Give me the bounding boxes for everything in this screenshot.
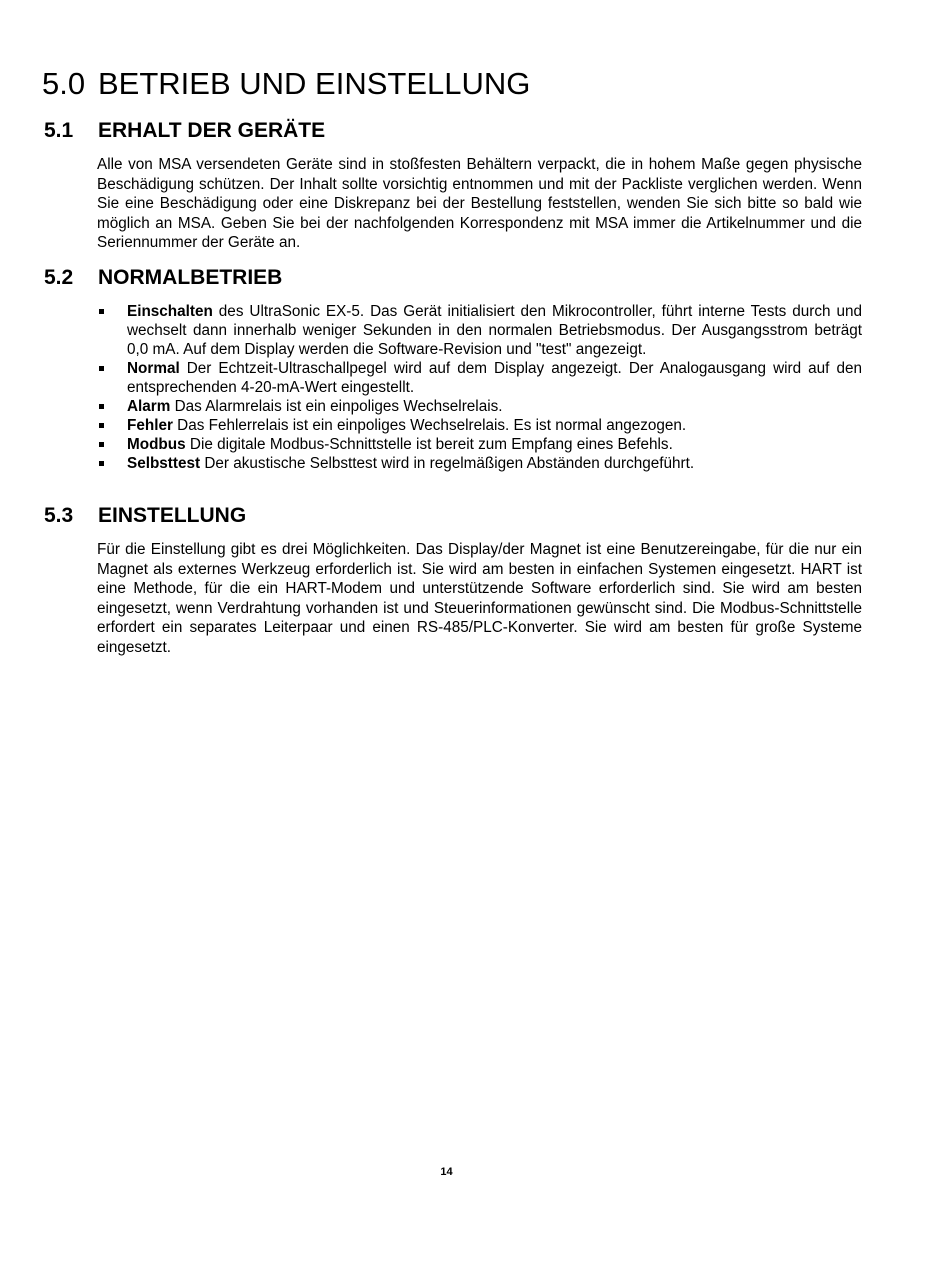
list-item-text: Die digitale Modbus-Schnittstelle ist bereit zum Empfang eines Befehls. (185, 436, 673, 453)
list-item-term: Selbsttest (127, 455, 201, 472)
section-title: NORMALBETRIEB (98, 266, 283, 289)
section-paragraph-5-1: Alle von MSA versendeten Geräte sind in stoßfesten Behältern verpackt, die in hohem Maße gegen physische Beschädigung schützen. Der Inhalt sollte vorsichtig entnommen und mit der Packliste verglichen werden. Wenn Sie eine Beschädigung oder eine Diskrepanz bei der Bestellung feststellen, wenden Sie sich bitte so bald wie möglich an MSA. Geben Sie bei der nachfolgenden Korrespondenz mit MSA immer die Artikelnummer und die Seriennummer der Geräte an. (97, 156, 862, 251)
list-item-term: Einschalten (127, 303, 213, 320)
bullet-square-icon (99, 442, 104, 447)
list-item-term: Normal (127, 360, 180, 377)
section-number: 5.1 (44, 119, 74, 142)
section-heading-5-2 (44, 265, 282, 291)
list-item (97, 397, 862, 416)
chapter-heading (42, 64, 530, 104)
bullet-square-icon (99, 461, 104, 466)
section-heading-5-3 (44, 503, 246, 529)
list-item-text: des UltraSonic EX-5. Das Gerät initialisiert den Mikrocontroller, führt interne Tests durch und wechselt dann innerhalb weniger Sekunden in den normalen Betriebsmodus. Der Ausgangsstrom beträgt 0,0 mA. Auf dem Display werden die Software-Revision und "test" angezeigt. (127, 303, 862, 358)
list-item-term: Fehler (127, 417, 173, 434)
list-item (97, 302, 862, 359)
normal-operation-list (97, 302, 862, 473)
list-item-text: Der Echtzeit-Ultraschallpegel wird auf dem Display angezeigt. Der Analogausgang wird auf den entsprechenden 4-20-mA-Wert eingestellt. (127, 360, 862, 396)
bullet-square-icon (99, 309, 104, 314)
list-item-text: Das Alarmrelais ist ein einpoliges Wechselrelais. (170, 398, 503, 415)
section-paragraph-5-3: Für die Einstellung gibt es drei Möglichkeiten. Das Display/der Magnet ist eine Benutzereingabe, für die nur ein Magnet als externes Werkzeug erforderlich ist. Sie wird am besten in einfachen Systemen eingesetzt. HART ist eine Methode, für die ein HART-Modem und unterstützende Software erforderlich sind. Sie wird am besten eingesetzt, wenn Verdrahtung vorhanden ist und Steuerinformationen gewünscht sind. Die Modbus-Schnittstelle erfordert ein separates Leiterpaar und einen RS-485/PLC-Konverter. Sie wird am besten für große Systeme eingesetzt. (97, 541, 862, 656)
list-item-term: Alarm (127, 398, 171, 415)
section-title: ERHALT DER GERÄTE (98, 119, 326, 142)
section-number: 5.2 (44, 266, 74, 289)
list-item (97, 435, 862, 454)
section-number: 5.3 (44, 504, 74, 527)
section-title: EINSTELLUNG (98, 504, 247, 527)
bullet-square-icon (99, 366, 104, 371)
list-item (97, 416, 862, 435)
list-item (97, 359, 862, 397)
list-item-text: Das Fehlerrelais ist ein einpoliges Wechselrelais. Es ist normal angezogen. (172, 417, 687, 434)
section-heading-5-1 (44, 118, 325, 144)
chapter-title: BETRIEB UND EINSTELLUNG (98, 66, 531, 101)
chapter-number: 5.0 (42, 66, 86, 101)
bullet-square-icon (99, 423, 104, 428)
list-item-term: Modbus (127, 436, 186, 453)
list-item (97, 454, 862, 473)
page-number: 14 (440, 1166, 453, 1178)
list-item-text: Der akustische Selbsttest wird in regelmäßigen Abständen durchgeführt. (200, 455, 695, 472)
bullet-square-icon (99, 404, 104, 409)
